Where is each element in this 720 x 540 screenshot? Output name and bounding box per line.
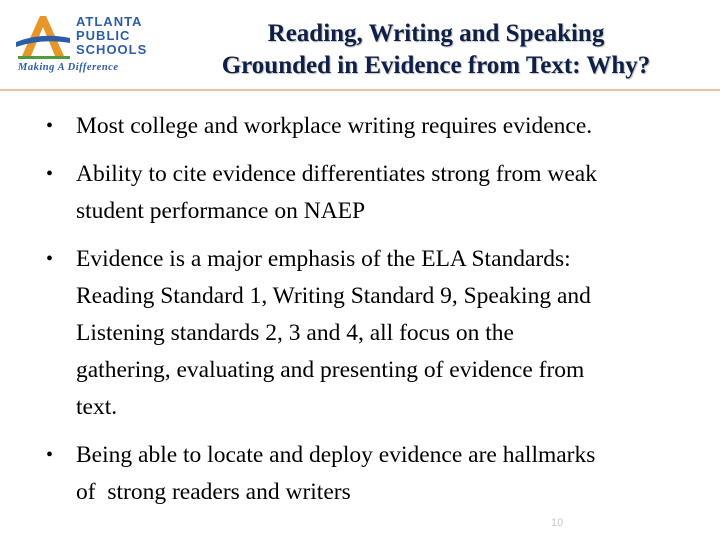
bullet-dot-icon: • xyxy=(46,163,54,185)
header-divider xyxy=(0,89,720,91)
bullet-line: text. xyxy=(76,394,118,420)
logo-name-line-2: PUBLIC xyxy=(76,28,131,43)
bullet-text xyxy=(76,437,694,511)
slide-title-line-1: Reading, Writing and Speaking xyxy=(267,20,605,47)
slide-title-line-2: Grounded in Evidence from Text: Why? xyxy=(221,52,651,79)
bullet-dot-icon: • xyxy=(46,444,54,466)
slide-title xyxy=(186,18,686,82)
bullet-line: Ability to cite evidence differentiates strong from weak xyxy=(76,161,597,187)
logo-wordmark xyxy=(76,15,147,57)
bullet-dot-icon: • xyxy=(46,115,54,137)
bullet-text xyxy=(76,108,694,145)
atlanta-public-schools-logo xyxy=(14,12,164,76)
bullet-item xyxy=(44,437,694,511)
bullet-item xyxy=(44,241,694,426)
bullet-item xyxy=(44,156,694,230)
page-number: 10 xyxy=(551,517,564,529)
bullet-item xyxy=(44,108,694,145)
bullet-line: Most college and workplace writing requires evidence. xyxy=(76,113,593,139)
bullet-line: Reading Standard 1, Writing Standard 9, Speaking and xyxy=(76,283,591,309)
logo-emblem-icon xyxy=(14,12,74,62)
bullet-line: Evidence is a major emphasis of the ELA Standards: xyxy=(76,246,571,272)
slide-header xyxy=(0,0,720,90)
bullet-line: Listening standards 2, 3 and 4, all focus on the xyxy=(76,320,514,346)
bullet-line: student performance on NAEP xyxy=(76,198,366,224)
logo-name-line-1: ATLANTA xyxy=(76,14,143,29)
bullet-list xyxy=(44,104,694,511)
bullet-text xyxy=(76,241,694,426)
bullet-text xyxy=(76,156,694,230)
logo-name-line-3: SCHOOLS xyxy=(76,42,148,57)
bullet-dot-icon: • xyxy=(46,248,54,270)
bullet-line: of strong readers and writers xyxy=(76,479,351,505)
logo-tagline: Making A Difference xyxy=(18,62,119,73)
bullet-line: Being able to locate and deploy evidence are hallmarks xyxy=(76,442,596,468)
bullet-line: gathering, evaluating and presenting of evidence from xyxy=(76,357,585,383)
